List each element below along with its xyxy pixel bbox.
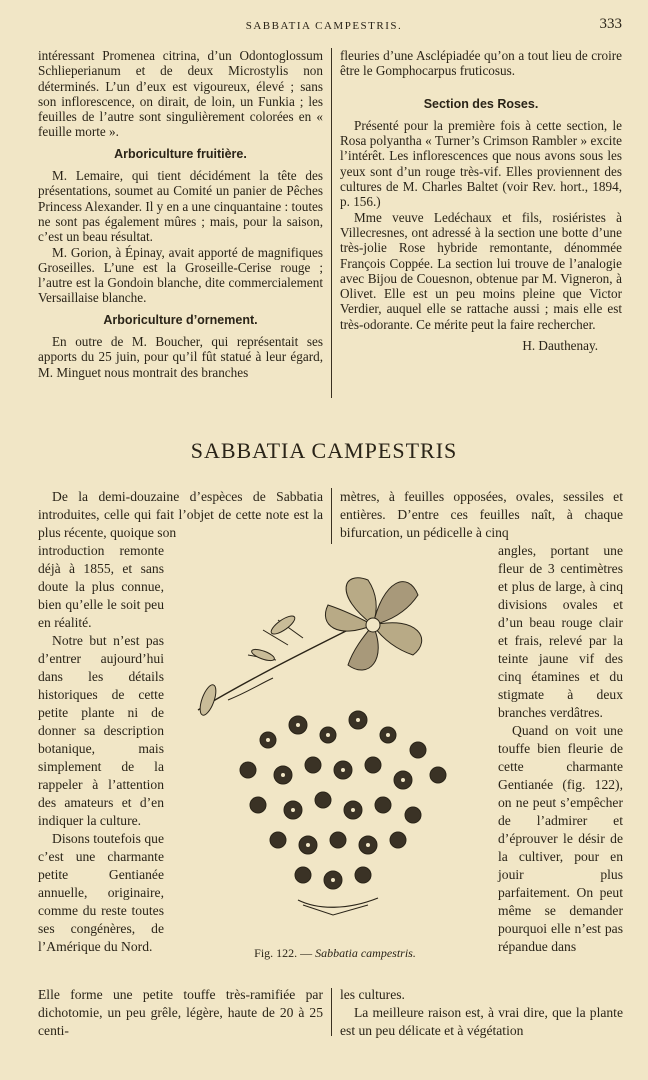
- paragraph: Présenté pour la première fois à cette section, le Rosa polyantha « Turner’s Crimson Rambler » excite l’intérêt. Les inflorescences que nous avons sous les yeux sont d’un rouge très-vif. Elles proviennent des cultures de M. Charles Baltet (voir Rev. hort., 1894, p. 156.): [340, 117, 622, 210]
- page-number: 333: [599, 16, 622, 32]
- article-left-top: [38, 488, 323, 542]
- paragraph: M. Lemaire, qui tient décidément la tête des présentations, soumet au Comité un panier de Pêches Princess Alexander. Il y en a une cinquantaine : toutes ne sont pas également mûres ; mais, pour la saison, c’est un beau résultat.: [38, 168, 323, 245]
- paragraph: Disons toutefois que c’est une charmante petite Gentianée annuelle, originaire, comme du reste toutes ses congénères, de l’Amérique du Nord.: [38, 831, 164, 954]
- paragraph: M. Gorion, à Épinay, avait apporté de magnifiques Groseilles. L’une est la Groseille-Cerise rouge ; l’autre est la Gondoin blanche, dite commercialement Versaillaise blanche.: [38, 244, 323, 306]
- article-title: SABBATIA CAMPESTRIS: [190, 438, 458, 463]
- running-header: SABBATIA CAMPESTRIS.: [245, 20, 403, 32]
- article-left-narrow: [38, 542, 164, 956]
- paragraph: angles, portant une fleur de 3 centimètres et plus de large, à cinq divisions ovales et d’un beau rouge clair et frais, relevé par la teinte jaune vif des cinq étamines et du stigmate à deux branches verdâtres.: [498, 543, 623, 720]
- paragraph: intéressant Promenea citrina, d’un Odontoglossum Schlieperianum et de deux Microstylis non déterminés. L’un d’eux est vigoureux, élevé ; sans son inflorescence, on dirait, de loin, un Funkia ; les feuilles de l’autre sont singulièrement colorées en « feuille morte ».: [38, 48, 323, 140]
- article-left-bottom: [38, 986, 323, 1040]
- column-divider: [331, 988, 332, 1036]
- article-right-top: [340, 488, 623, 542]
- paragraph: introduction remonte déjà à 1855, et sans doute la plus connue, bien qu’elle le soit peu en réalité.: [38, 543, 164, 630]
- article-right-bottom: [340, 986, 623, 1040]
- paragraph: mètres, à feuilles opposées, ovales, sessiles et entières. D’entre ces feuilles naît, à chaque bifurcation, un pédicelle à cinq: [340, 489, 623, 540]
- paragraph: En outre de M. Boucher, qui représentait ses apports du 25 juin, pour qu’il fût statué à leur égard, M. Minguet nous montrait des branches: [38, 334, 323, 380]
- paragraph: Quand on voit une touffe bien fleurie de cette charmante Gentianée (fig. 122), on ne peut s’empêcher de l’admirer et d’éprouver le désir de la cultiver, pour en jouir plus parfaitement. On peut même se demander pourquoi elle n’est pas répandue dans: [498, 723, 623, 954]
- section-heading: Arboriculture d’ornement.: [103, 312, 258, 327]
- article-right-narrow: [498, 542, 623, 956]
- section-heading: Arboriculture fruitière.: [114, 146, 247, 161]
- paragraph: Notre but n’est pas d’entrer aujourd’hui dans les détails historiques de cette petite plante ni de donner sa description botanique, mais simplement de la rappeler à l’attention des amateurs et d’en indiquer la culture.: [38, 633, 164, 828]
- figure-caption: [200, 946, 470, 961]
- top-right-column: [340, 48, 622, 353]
- top-left-column: [38, 48, 323, 380]
- paragraph: La meilleure raison est, à vrai dire, que la plante est un peu délicate et à végétation: [340, 1005, 623, 1038]
- caption-species: Sabbatia campestris.: [315, 946, 416, 960]
- paragraph: fleuries d’une Asclépiadée qu’on a tout lieu de croire être le Gomphocarpus fruticosus.: [340, 48, 622, 79]
- paragraph: Elle forme une petite touffe très-ramifiée par dichotomie, un peu grêle, légère, haute de 20 à 25 centi-: [38, 987, 323, 1038]
- sabbatia-illustration: [188, 560, 478, 930]
- section-heading: Section des Roses.: [423, 96, 539, 111]
- column-divider: [331, 48, 332, 398]
- paragraph: les cultures.: [340, 987, 405, 1002]
- paragraph: Mme veuve Ledéchaux et fils, rosiéristes à Villecresnes, ont adressé à la section une botte d’une très-jolie Rose hybride remontante, dénommée François Coppée. La section lui trouve de l’analogie avec Bijou de Couesnon, obtenue par M. Vigneron, à Olivet. Elle est un peu moins pleine que Victor Verdier, auquel elle se rattache aussi ; mais elle est très-odorante. Ce mérite peut la faire rechercher.: [340, 209, 622, 332]
- author-signature: H. Dauthenay.: [522, 338, 598, 354]
- paragraph: De la demi-douzaine d’espèces de Sabbatia introduites, celle qui fait l’objet de cette note est la plus récente, quoique son: [38, 489, 323, 540]
- column-divider: [331, 488, 332, 544]
- caption-prefix: Fig. 122. —: [254, 946, 313, 960]
